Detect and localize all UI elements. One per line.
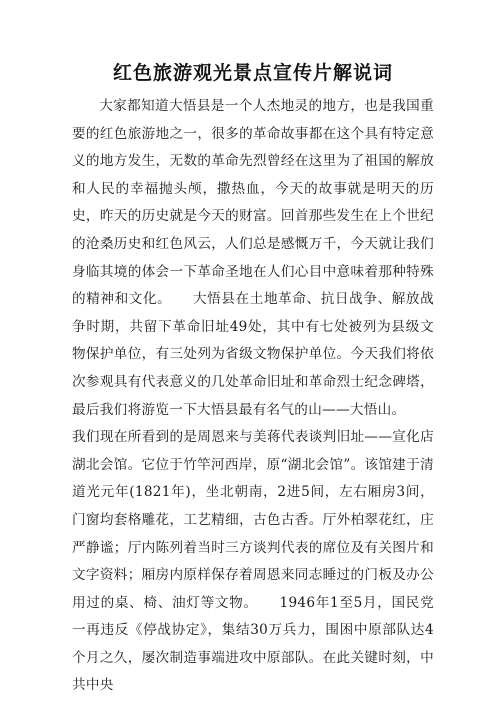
document-title: 红色旅游观光景点宣传片解说词	[112, 62, 393, 84]
paragraph-xuanhuadian: 我们现在所看到的是周恩来与美蒋代表谈判旧址——宣化店湖北会馆。它位于竹竿河西岸，原“湖北会馆”。该馆建于清道光元年(1821年)，坐北朝南，2进5间，左右厢房3间，门窗均套格雕花，工艺精细，古色古香。厅外柏翠花红，庄严静谧；厅内陈列着当时三方谈判代表的席位及有关图片和文字资料；厢房内原样保存着周恩来同志睡过的门板及办公用过的桌、椅、油灯等文物。 1946年1至5月，国民党一再违反《停战协定》，集结30万兵力，围困中原部队达4个月之久，屡次制造事端进攻中原部队。在此关键时刻，中共中央	[72, 429, 434, 694]
paragraph-intro: 大家都知道大悟县是一个人杰地灵的地方，也是我国重要的红色旅游地之一，很多的革命故事都在这个具有特定意义的地方发生，无数的革命先烈曾经在这里为了祖国的解放和人民的幸福抛头颅，撒热血，今天的故事就是明天的历史，昨天的历史就是今天的财富。回首那些发生在上个世纪的沧桑历史和红色风云，人们总是感慨万千，今天就让我们身临其境的体会一下革命圣地在人们心目中意味着那种特殊的精神和文化。 大悟县在土地革命、抗日战争、解放战争时期，共留下革命旧址49处，其中有七处被列为县级文物保护单位，有三处列为省级文物保护单位。今天我们将依次参观具有代表意义的几处革命旧址和革命烈士纪念碑塔，最后我们将游览一下大悟县最有名气的山——大悟山。	[72, 98, 434, 418]
